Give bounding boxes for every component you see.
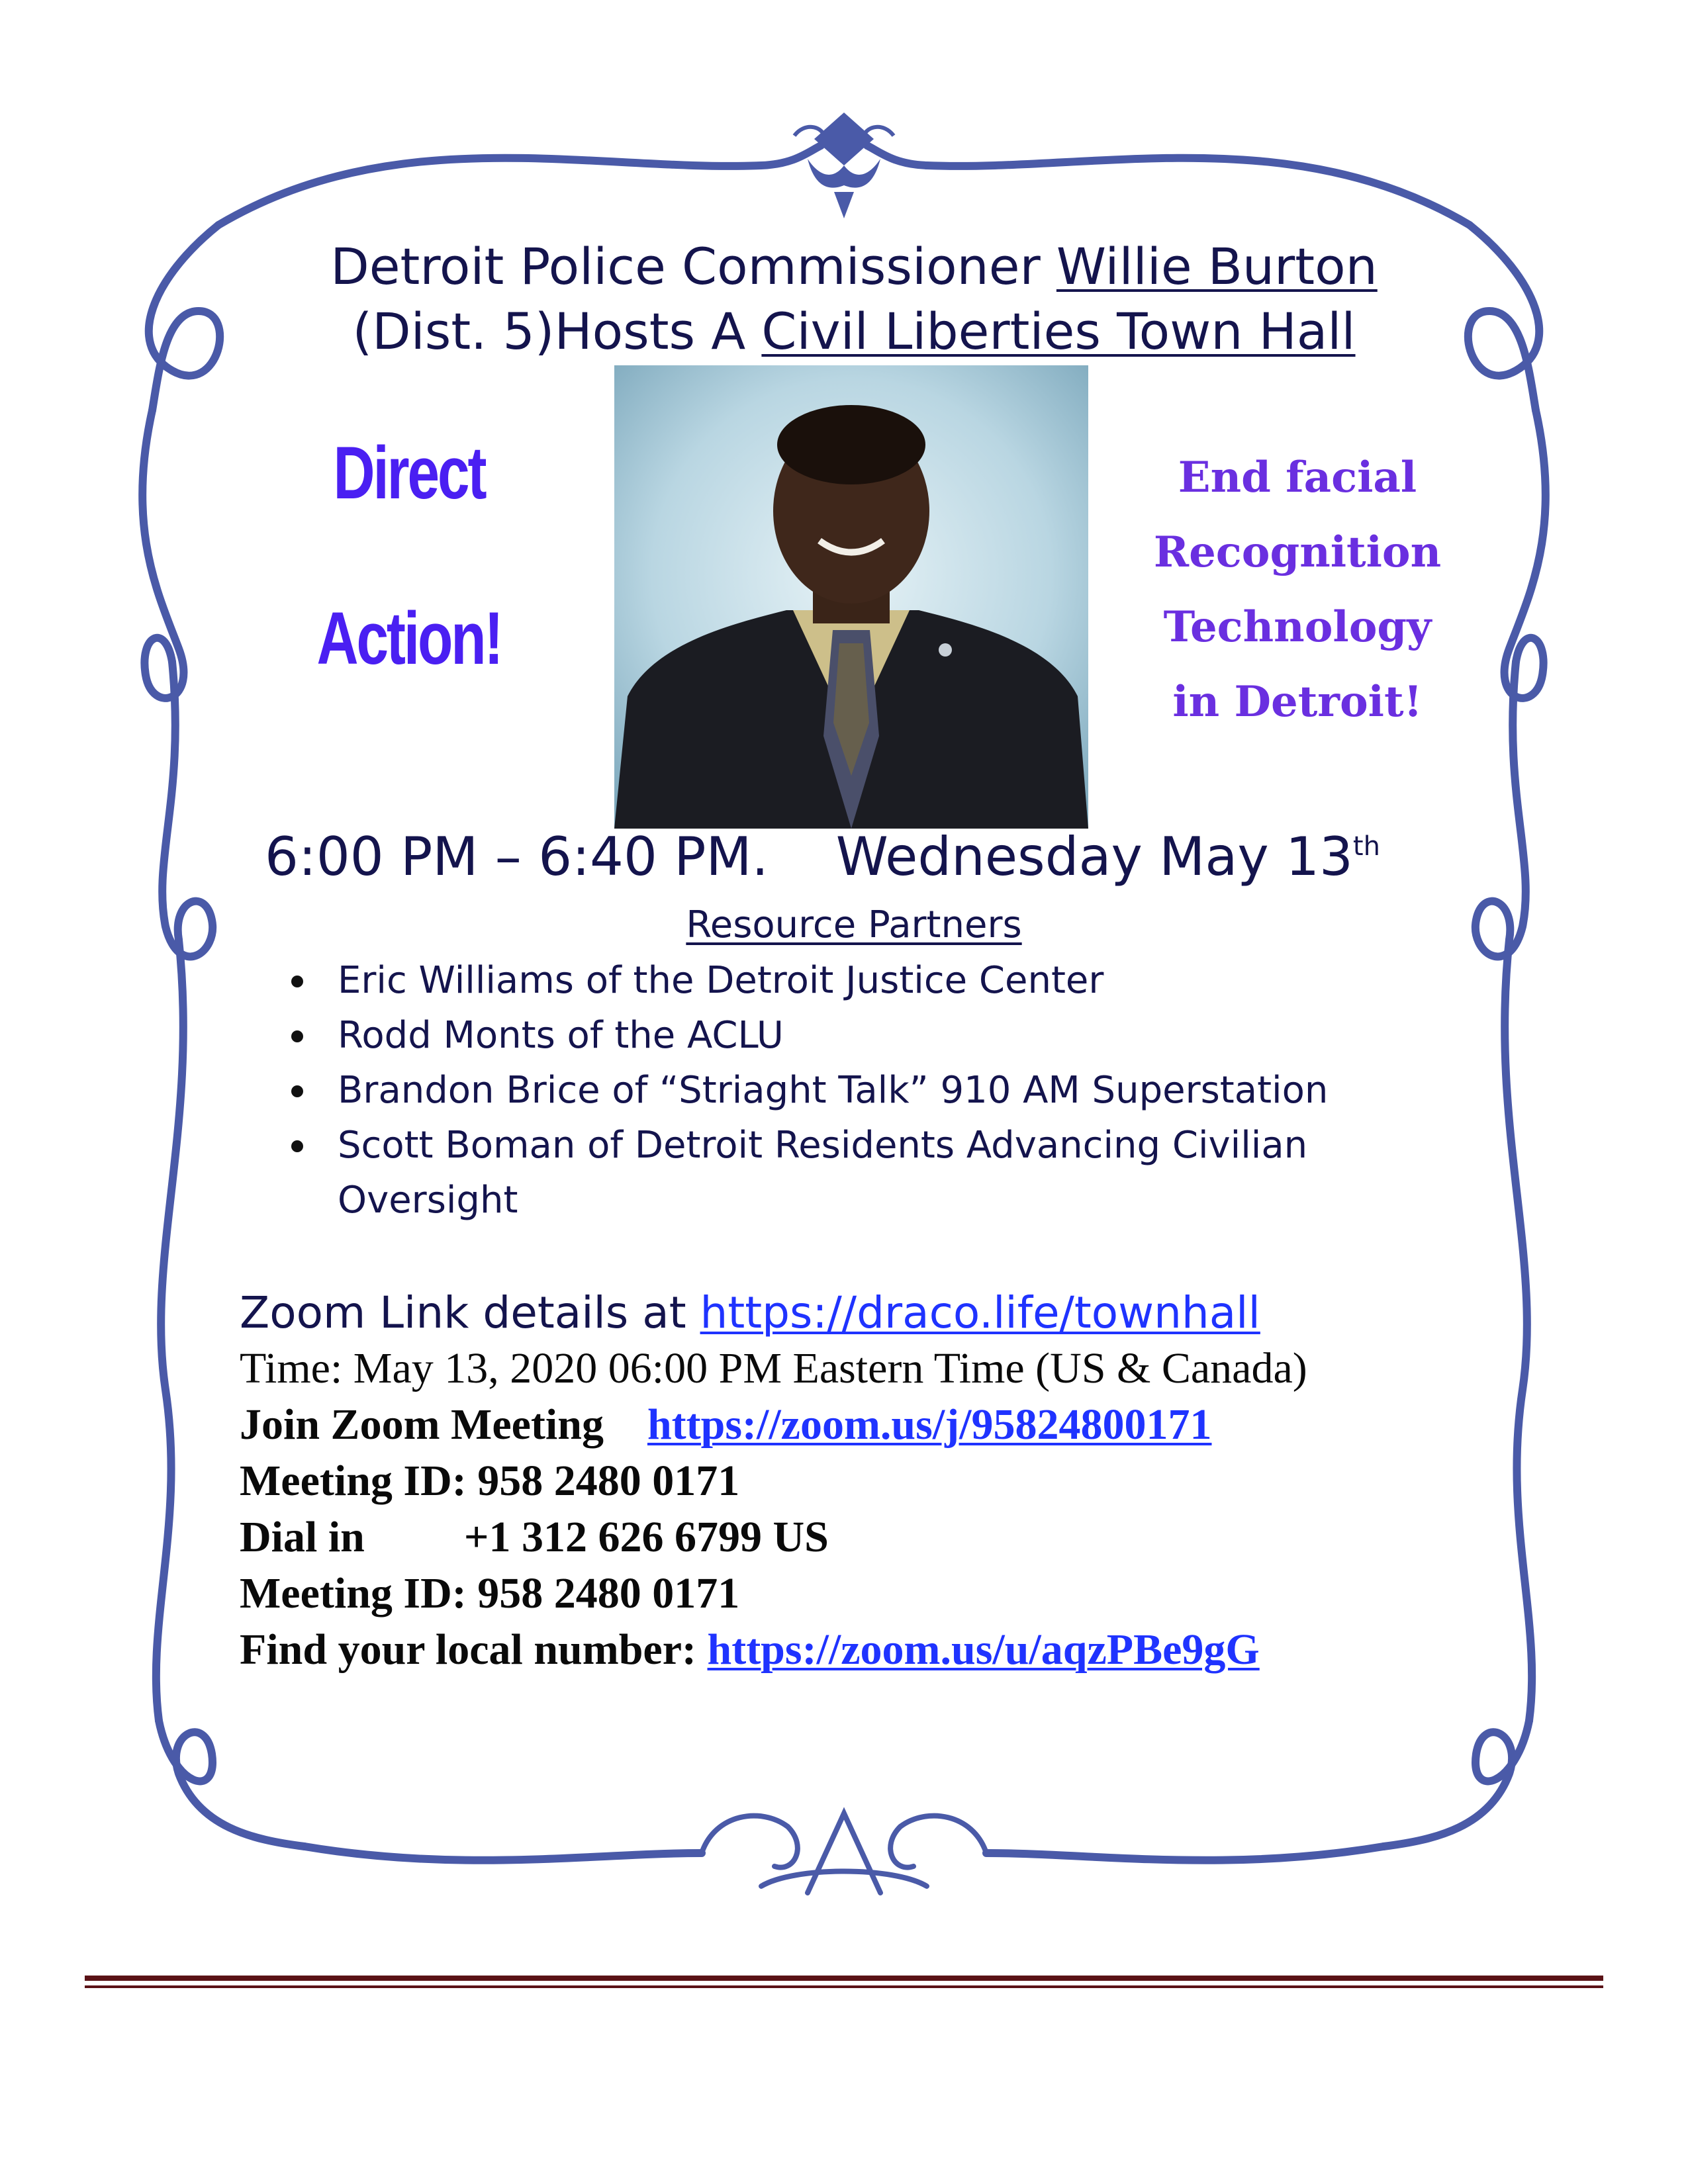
event-name: Civil Liberties Town Hall xyxy=(761,302,1356,361)
zoom-details-label: Zoom Link details at xyxy=(240,1287,700,1338)
local-number-link[interactable]: https://zoom.us/u/aqzPBe9gG xyxy=(707,1625,1260,1674)
slogan-line: End facial xyxy=(1178,453,1417,502)
event-schedule xyxy=(265,826,1380,887)
title-line-2 xyxy=(238,300,1470,363)
meeting-time: Time: May 13, 2020 06:00 PM Eastern Time (US & Canada) xyxy=(240,1344,1307,1392)
date-suffix: th xyxy=(1352,831,1380,862)
townhall-link[interactable]: https://draco.life/townhall xyxy=(700,1287,1260,1338)
bullet-icon xyxy=(291,1085,303,1097)
zoom-details-line xyxy=(240,1287,1260,1338)
partners-heading: Resource Partners xyxy=(686,903,1022,946)
meeting-id-1 xyxy=(240,1456,739,1506)
partner-text: Scott Boman of Detroit Residents Advancing Civilian Oversight xyxy=(338,1124,1308,1222)
slogan-action: Action! xyxy=(316,597,502,680)
bullet-icon xyxy=(291,1030,303,1042)
meeting-id-2 xyxy=(240,1569,739,1619)
dial-label: Dial in xyxy=(240,1513,365,1561)
partner-text: Eric Williams of the Detroit Justice Center xyxy=(338,959,1104,1002)
list-item xyxy=(285,1008,1410,1063)
slogan-direct: Direct xyxy=(333,432,485,514)
slogan-line: Technology xyxy=(1163,602,1432,652)
list-item xyxy=(285,1118,1397,1228)
slogan-line: in Detroit! xyxy=(1172,677,1423,727)
footer-rule xyxy=(85,1985,1603,1988)
title-prefix-2: (Dist. 5)Hosts A xyxy=(352,302,762,361)
footer-rule xyxy=(85,1976,1603,1981)
commissioner-name: Willie Burton xyxy=(1056,237,1378,296)
slogan-facial-recognition xyxy=(1099,440,1496,739)
local-number-label: Find your local number: xyxy=(240,1625,708,1674)
meeting-id-text: Meeting ID: 958 2480 0171 xyxy=(240,1569,740,1617)
join-meeting-line xyxy=(240,1400,1211,1450)
meeting-id-text: Meeting ID: 958 2480 0171 xyxy=(240,1457,740,1505)
partner-text: Brandon Brice of “Striaght Talk” 910 AM Superstation xyxy=(338,1069,1329,1112)
bullet-icon xyxy=(291,976,303,987)
bullet-icon xyxy=(291,1140,303,1152)
title-line-1 xyxy=(238,235,1470,298)
join-label: Join Zoom Meeting xyxy=(240,1400,604,1449)
partners-list xyxy=(285,953,1410,1228)
event-date: Wednesday May 13 xyxy=(835,826,1353,887)
dial-in-line xyxy=(240,1512,829,1563)
commissioner-photo xyxy=(614,365,1088,829)
zoom-join-link[interactable]: https://zoom.us/j/95824800171 xyxy=(647,1400,1212,1449)
slogan-line: Recognition xyxy=(1153,527,1442,577)
dial-number: +1 312 626 6799 US xyxy=(463,1513,829,1561)
list-item xyxy=(285,1063,1410,1118)
title-prefix: Detroit Police Commissioner xyxy=(330,237,1056,296)
list-item xyxy=(285,953,1410,1008)
event-time: 6:00 PM – 6:40 PM. xyxy=(265,826,769,887)
partner-text: Rodd Monts of the ACLU xyxy=(338,1014,784,1057)
local-number-line xyxy=(240,1625,1260,1675)
